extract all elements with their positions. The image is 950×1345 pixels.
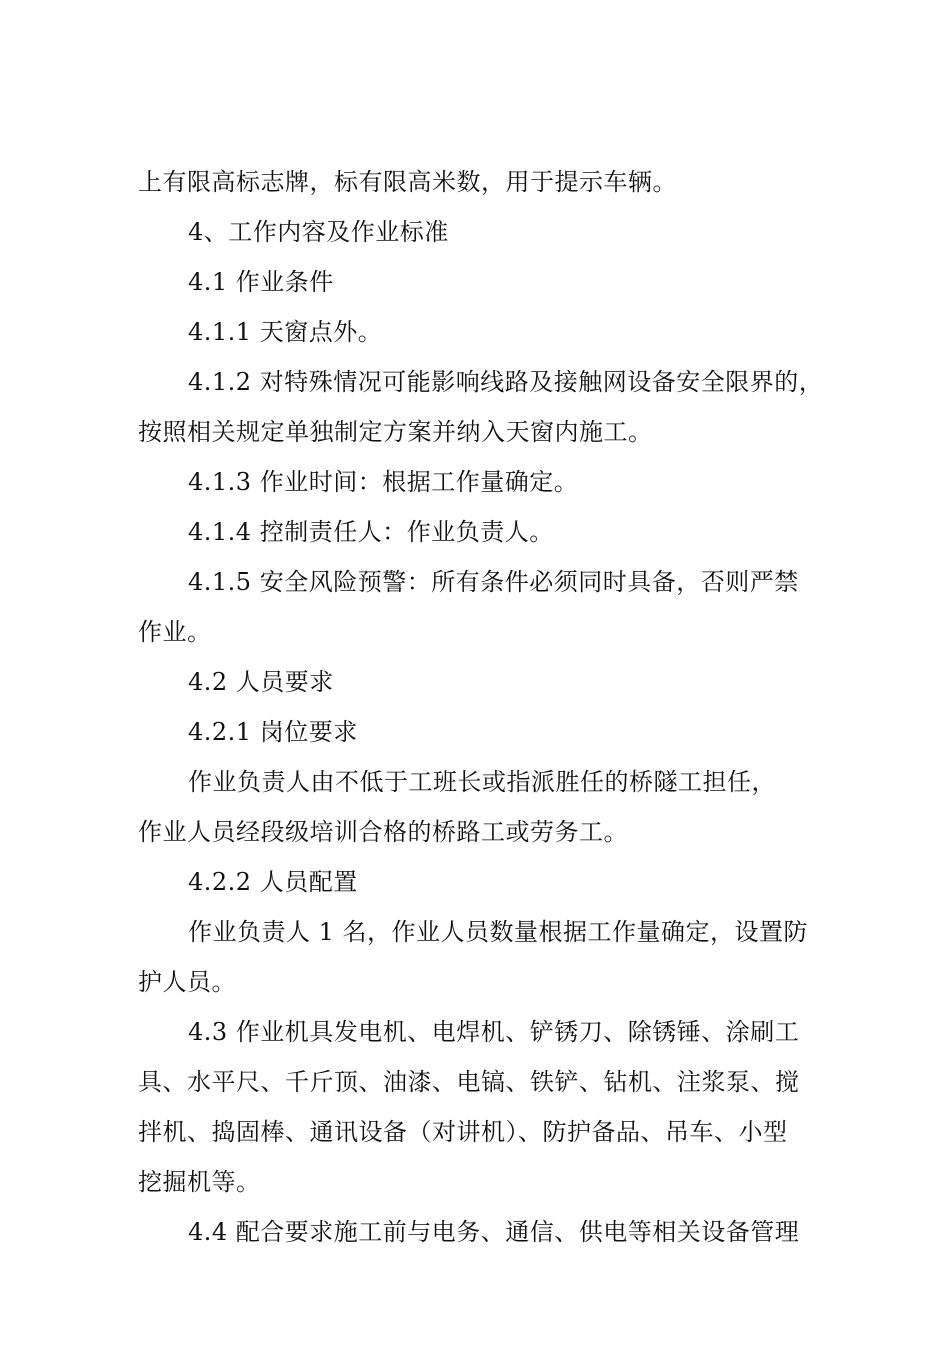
paragraph-line: 4.3 作业机具发电机、电焊机、铲锈刀、除锈锤、涂刷工 xyxy=(188,1018,800,1046)
paragraph-line: 拌机、捣固棒、通讯设备（对讲机）、防护备品、吊车、小型 xyxy=(138,1118,788,1146)
paragraph-line: 4.1.3 作业时间：根据工作量确定。 xyxy=(188,468,579,496)
subsection-heading: 4.2 人员要求 xyxy=(188,668,334,696)
paragraph-line: 具、水平尺、千斤顶、油漆、电镐、铁铲、钻机、注浆泵、搅 xyxy=(138,1068,800,1096)
paragraph-line: 作业负责人 1 名，作业人员数量根据工作量确定，设置防 xyxy=(188,918,809,946)
subsection-heading: 4.1 作业条件 xyxy=(188,268,334,296)
paragraph-line: 挖掘机等。 xyxy=(138,1168,261,1196)
subsection-heading: 4.2.1 岗位要求 xyxy=(188,718,358,746)
paragraph-line: 4.1.1 天窗点外。 xyxy=(188,318,383,346)
paragraph-line: 作业人员经段级培训合格的桥路工或劳务工。 xyxy=(138,818,628,846)
subsection-heading: 4.2.2 人员配置 xyxy=(188,868,358,896)
paragraph-line: 按照相关规定单独制定方案并纳入天窗内施工。 xyxy=(138,418,653,446)
paragraph-line: 4.1.5 安全风险预警：所有条件必须同时具备，否则严禁 xyxy=(188,568,799,596)
paragraph-line: 4.1.4 控制责任人：作业负责人。 xyxy=(188,518,554,546)
paragraph-line: 4.1.2 对特殊情况可能影响线路及接触网设备安全限界的， xyxy=(188,368,824,396)
paragraph-line: 作业。 xyxy=(138,618,212,646)
paragraph-line: 4.4 配合要求施工前与电务、通信、供电等相关设备管理 xyxy=(188,1218,800,1246)
paragraph-line: 上有限高标志牌，标有限高米数，用于提示车辆。 xyxy=(138,168,677,196)
paragraph-line: 作业负责人由不低于工班长或指派胜任的桥隧工担任， xyxy=(188,768,776,796)
section-heading: 4、工作内容及作业标准 xyxy=(188,218,449,246)
paragraph-line: 护人员。 xyxy=(138,968,236,996)
